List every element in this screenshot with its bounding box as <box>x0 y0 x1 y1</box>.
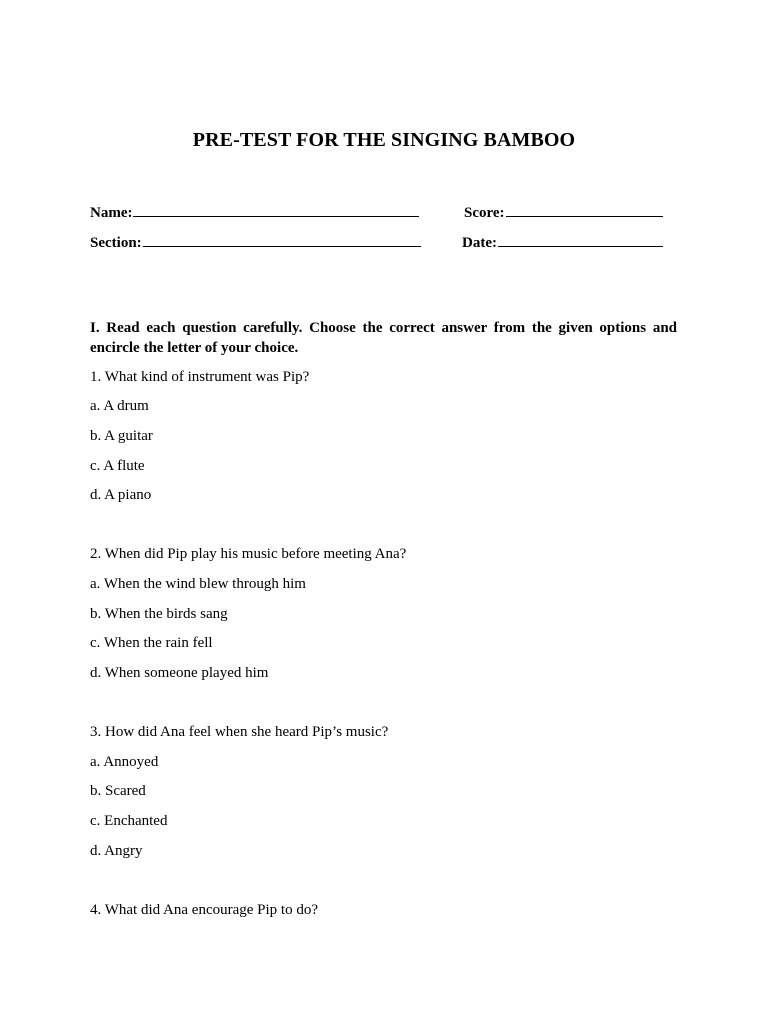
question-4: 4. What did Ana encourage Pip to do? <box>90 902 319 918</box>
date-field <box>462 232 663 252</box>
question-2: 2. When did Pip play his music before meeting Ana? <box>90 546 407 562</box>
page-title: PRE-TEST FOR THE SINGING BAMBOO <box>192 129 576 151</box>
question-3-option-c: c. Enchanted <box>90 813 168 829</box>
score-blank-line <box>506 202 663 217</box>
question-3: 3. How did Ana feel when she heard Pip’s music? <box>90 724 389 740</box>
question-1-option-b: b. A guitar <box>90 428 153 444</box>
question-2-option-d: d. When someone played him <box>90 665 269 681</box>
question-1-option-d: d. A piano <box>90 487 152 503</box>
name-label: Name: <box>90 205 133 221</box>
question-1-option-a: a. A drum <box>90 398 149 414</box>
question-2-option-a: a. When the wind blew through him <box>90 576 306 592</box>
question-3-option-a: a. Annoyed <box>90 754 159 770</box>
section-label: Section: <box>90 235 142 251</box>
name-blank-line <box>133 202 419 217</box>
question-2-option-c: c. When the rain fell <box>90 635 213 651</box>
question-1: 1. What kind of instrument was Pip? <box>90 369 310 385</box>
question-3-option-d: d. Angry <box>90 843 143 859</box>
date-blank-line <box>498 232 663 247</box>
score-field <box>464 202 663 222</box>
instructions: I. Read each question carefully. Choose the correct answer from the given options and encircle the letter of your choice. <box>90 320 677 356</box>
date-label: Date: <box>462 235 497 251</box>
section-blank-line <box>143 232 421 247</box>
question-1-option-c: c. A flute <box>90 458 145 474</box>
question-3-option-b: b. Scared <box>90 783 146 799</box>
question-2-option-b: b. When the birds sang <box>90 606 228 622</box>
name-field <box>90 202 419 222</box>
section-field <box>90 232 421 252</box>
score-label: Score: <box>464 205 505 221</box>
